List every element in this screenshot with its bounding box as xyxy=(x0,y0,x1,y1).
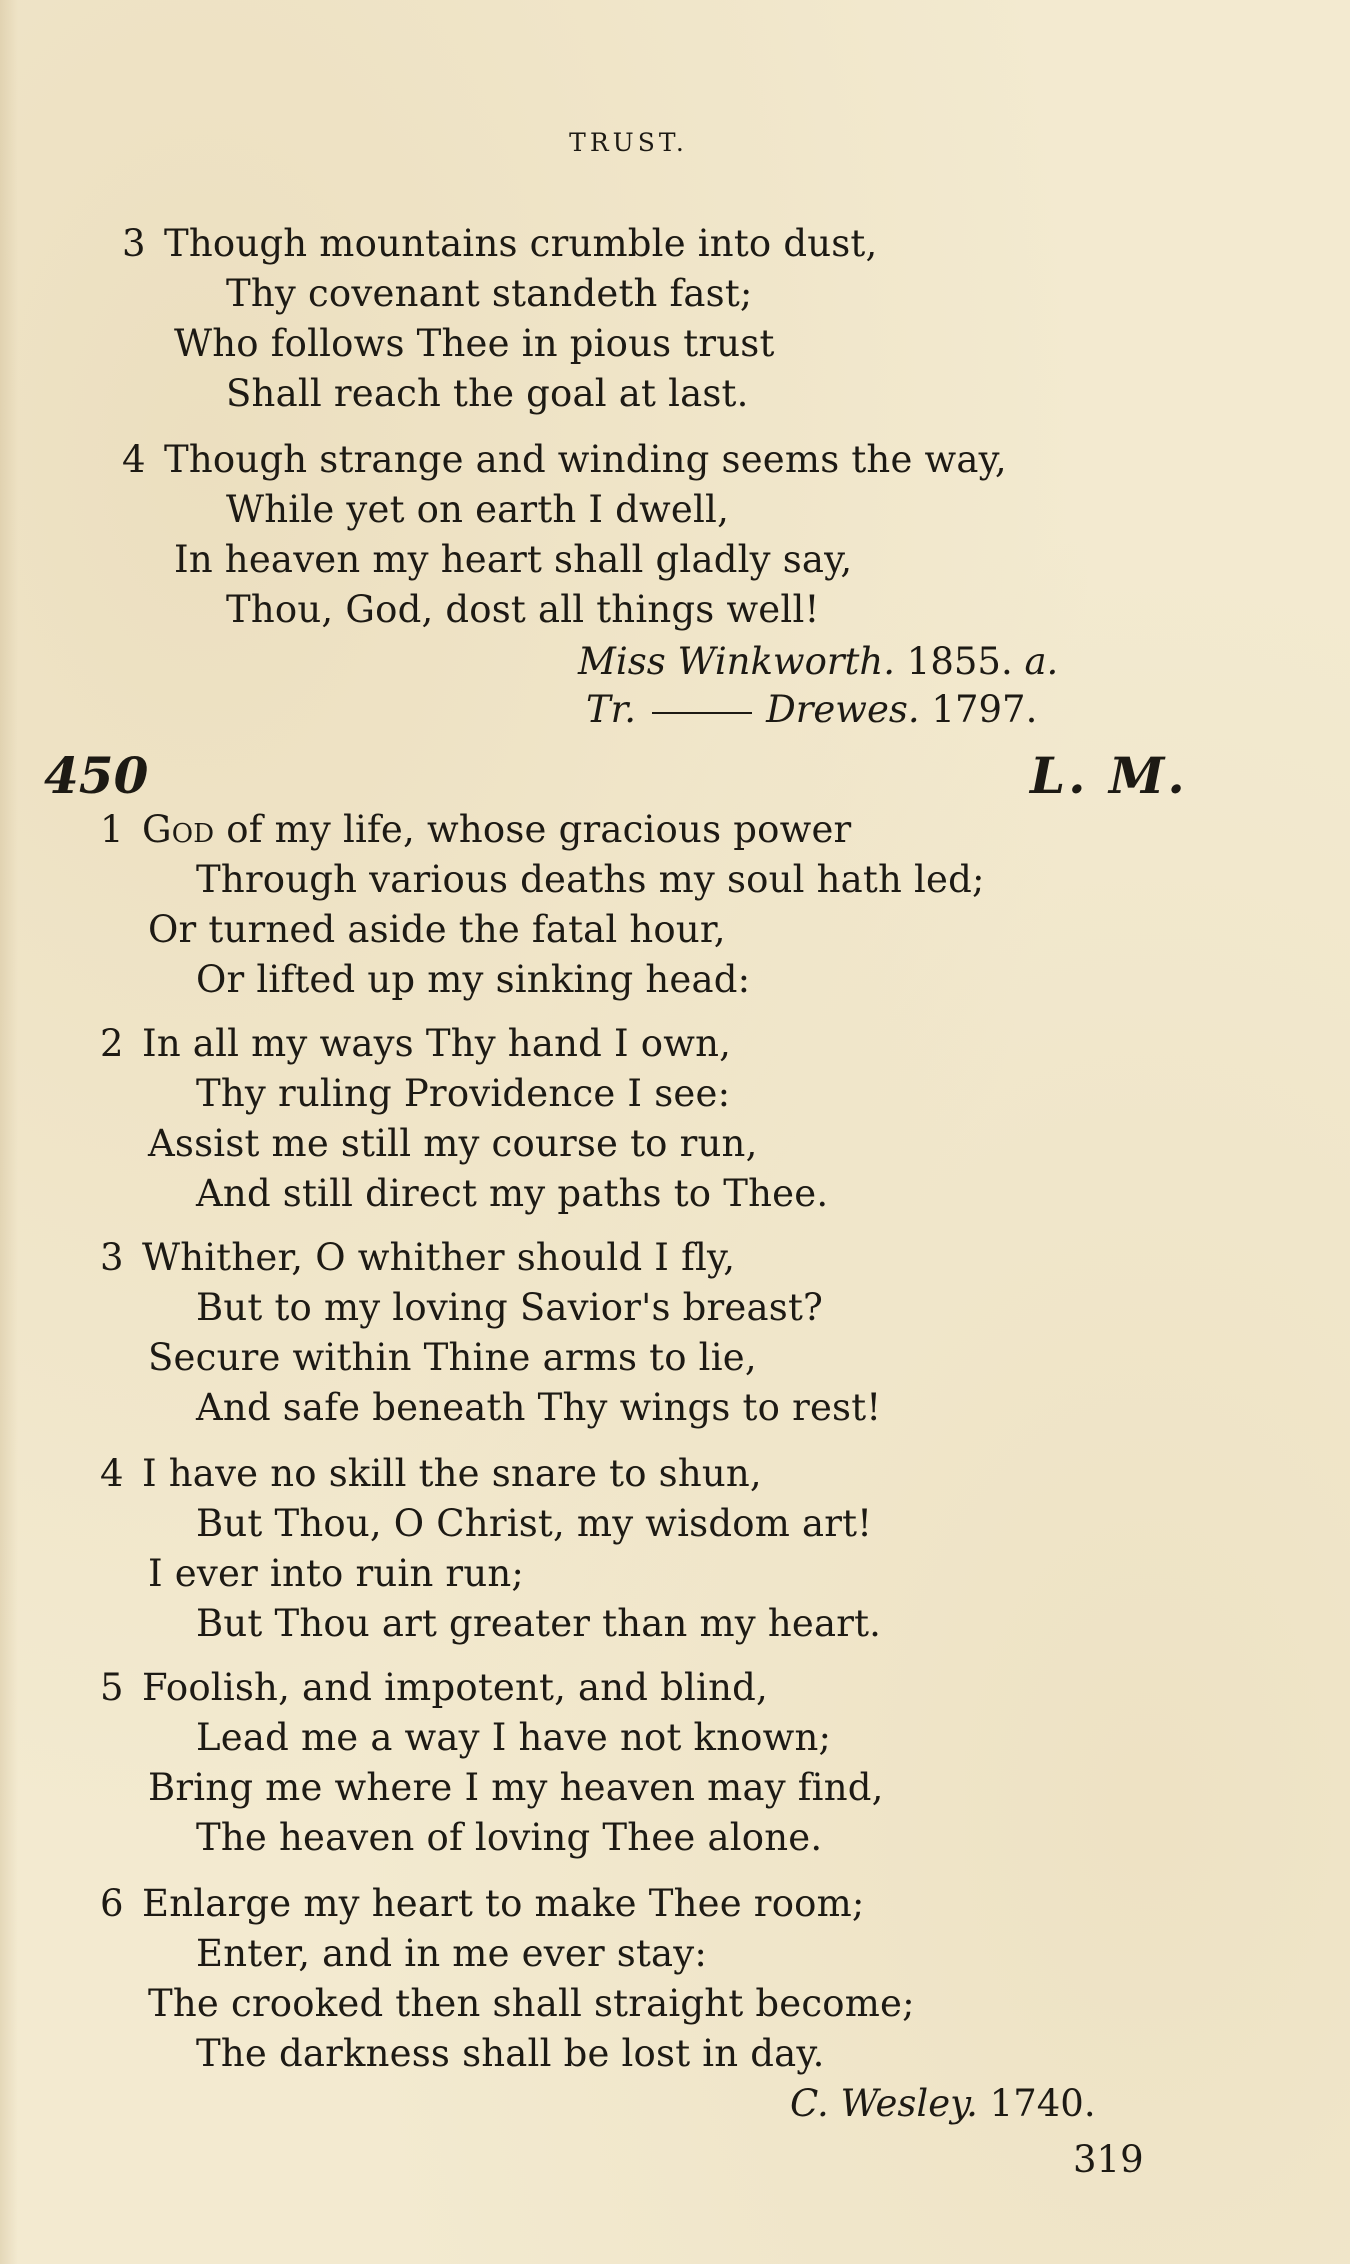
stanza-number: 3 xyxy=(122,222,146,265)
stanza-number: 4 xyxy=(122,438,146,481)
stanza-line: The heaven of loving Thee alone. xyxy=(196,1816,823,1859)
stanza-line: Thy covenant standeth fast; xyxy=(226,272,753,315)
stanza-line: But Thou art greater than my heart. xyxy=(196,1602,882,1645)
stanza-line: 4 Though strange and winding seems the way, xyxy=(122,438,1007,481)
stanza-line: But to my loving Savior's breast? xyxy=(196,1286,824,1329)
stanza-line: 3 Though mountains crumble into dust, xyxy=(122,222,878,265)
stanza-line: Assist me still my course to run, xyxy=(148,1122,758,1165)
stanza-line: 1 God of my life, whose gracious power xyxy=(100,808,852,851)
stanza-line: 3 Whither, O whither should I fly, xyxy=(100,1236,736,1279)
stanza-line: Thou, God, dost all things well! xyxy=(226,588,820,631)
stanza-line: In heaven my heart shall gladly say, xyxy=(174,538,853,581)
attribution-translator: Tr. Drewes. 1797. xyxy=(586,688,1038,731)
stanza-line: 6 Enlarge my heart to make Thee room; xyxy=(100,1882,865,1925)
stanza-line: Thy ruling Providence I see: xyxy=(196,1072,731,1115)
stanza-line: I ever into ruin run; xyxy=(148,1552,525,1595)
stanza-number: 4 xyxy=(100,1452,124,1495)
stanza-number: 3 xyxy=(100,1236,124,1279)
running-header: TRUST. xyxy=(569,128,688,157)
stanza-line: 2 In all my ways Thy hand I own, xyxy=(100,1022,732,1065)
ditto-dash xyxy=(652,712,752,714)
attribution-author: Miss Winkworth. 1855. a. xyxy=(578,640,1059,683)
hymn-number: 450 xyxy=(44,746,149,805)
stanza-line: The darkness shall be lost in day. xyxy=(196,2032,825,2075)
stanza-line: 4 I have no skill the snare to shun, xyxy=(100,1452,762,1495)
stanza-line: The crooked then shall straight become; xyxy=(148,1982,915,2025)
stanza-line: And safe beneath Thy wings to rest! xyxy=(196,1386,882,1429)
attribution-author: C. Wesley. 1740. xyxy=(790,2082,1096,2125)
stanza-line: Shall reach the goal at last. xyxy=(226,372,749,415)
stanza-line: 5 Foolish, and impotent, and blind, xyxy=(100,1666,768,1709)
stanza-line: Enter, and in me ever stay: xyxy=(196,1932,708,1975)
stanza-line: Or lifted up my sinking head: xyxy=(196,958,751,1001)
stanza-line: But Thou, O Christ, my wisdom art! xyxy=(196,1502,873,1545)
stanza-number: 1 xyxy=(100,808,124,851)
stanza-line: Secure within Thine arms to lie, xyxy=(148,1336,757,1379)
stanza-line: Or turned aside the fatal hour, xyxy=(148,908,726,951)
stanza-line: Who follows Thee in pious trust xyxy=(174,322,775,365)
first-word: God xyxy=(142,808,215,851)
page-number: 319 xyxy=(1073,2138,1144,2181)
stanza-line: Bring me where I my heaven may find, xyxy=(148,1766,884,1809)
stanza-line: And still direct my paths to Thee. xyxy=(196,1172,829,1215)
stanza-number: 2 xyxy=(100,1022,124,1065)
stanza-line: While yet on earth I dwell, xyxy=(226,488,730,531)
stanza-number: 5 xyxy=(100,1666,124,1709)
hymn-meter: L. M. xyxy=(1030,746,1188,805)
stanza-number: 6 xyxy=(100,1882,124,1925)
stanza-line: Lead me a way I have not known; xyxy=(196,1716,832,1759)
stanza-line: Through various deaths my soul hath led; xyxy=(196,858,985,901)
